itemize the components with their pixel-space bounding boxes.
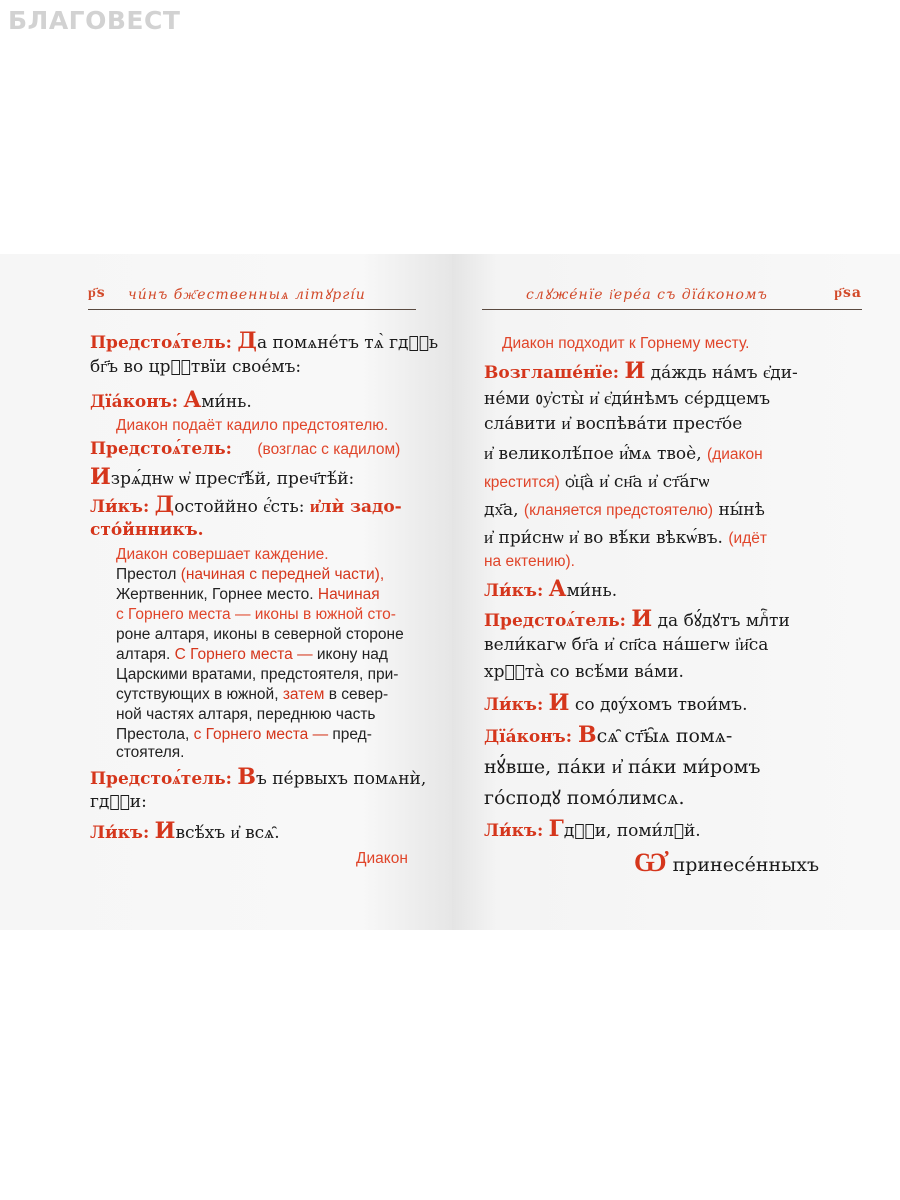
- rubric-line: Жертвенник, Горнее место. Начиная: [116, 586, 380, 603]
- text-line: не́ми ᲂу҆сты̀ и҆ є҆ди́нѣмъ се́рдцемъ: [484, 389, 771, 409]
- right-page-number: р҃ѕа: [834, 285, 862, 301]
- text-line: хрⷭ҇та̀ со всѣ́ми ва́ми.: [484, 662, 684, 682]
- text-line: Ли́къ: Гдⷭ҇и, поми́лꙋй.: [484, 816, 701, 842]
- book-spread: [0, 254, 900, 930]
- text-line: дх҃а, (кланяется предстоятелю) ны́нѣ: [484, 500, 765, 520]
- text-line: Ѡ҆ принесе́нныхъ: [634, 848, 820, 878]
- text-line: Дїа́конъ: Ами́нь.: [90, 387, 252, 413]
- text-line: Предстоѧ́тель: (возглас с кадилом): [90, 439, 401, 459]
- rubric-line: алтаря. С Горнего места — икону над: [116, 646, 388, 663]
- rubric-line: Престол (начиная с передней части),: [116, 566, 385, 583]
- text-line: Возглаше́нїе: И да́ждь на́мъ є҆ди-: [484, 358, 798, 384]
- text-line: нꙋ́вше, па́ки и҆ па́ки ми́ромъ: [484, 756, 761, 778]
- text-line: Ли́къ: Достоййно є҆́сть: и҆лѝ задо-: [90, 492, 402, 518]
- text-line: гдⷭ҇и:: [90, 792, 147, 812]
- text-line: и҆ при́снѡ и҆ во вѣ́ки вѣкѡ́въ. (идёт: [484, 528, 767, 548]
- rubric-line: на ектению).: [484, 553, 575, 570]
- rubric-line: Диакон подаёт кадило предстоятелю.: [116, 417, 389, 434]
- text-line: Предстоѧ́тель: Да помѧне́тъ тѧ̀ гдⷭ҇ь: [90, 328, 439, 354]
- left-page-header: [88, 282, 416, 310]
- text-line: сла́вити и҆ воспѣва́ти прест҃о́е: [484, 414, 743, 434]
- text-line: го́сподꙋ помо́лимсѧ.: [484, 787, 685, 809]
- text-line: Дїа́конъ: Всѧ̑ ст҃ы̑ѧ помѧ-: [484, 722, 733, 748]
- rubric-line: стоятеля.: [116, 744, 185, 761]
- left-running-title: чи́нъ бж҃ественныѧ літꙋргі́и: [128, 287, 366, 303]
- text-line: крестится) ѻ҆ц҃а̀ и҆ сн҃а и҆ ст҃а́гѡ: [484, 472, 710, 492]
- text-line: сто́йнникъ.: [90, 520, 204, 540]
- rubric-line: сутствующих в южной, затем в север-: [116, 686, 389, 703]
- text-line: Предстоѧ́тель: И да бꙋ́дꙋтъ млⷭ҇ти: [484, 606, 790, 632]
- rubric-line: Царскими вратами, предстоятеля, при-: [116, 666, 399, 683]
- text-line: Ли́къ: Ами́нь.: [484, 576, 618, 602]
- text-line: Предстоѧ́тель: Въ пе́рвыхъ помѧнѝ,: [90, 764, 427, 790]
- rubric-line: Престола, с Горнего места — пред-: [116, 726, 372, 743]
- rubric-line: ной частях алтаря, переднюю часть: [116, 706, 376, 723]
- rubric-line: Диакон: [356, 850, 408, 867]
- text-line: Изрѧ́днѡ ѡ҆ прест҃ѣ́й, преч҃тѣ́й:: [90, 464, 355, 490]
- right-page: [452, 254, 900, 930]
- rubric-line: Диакон совершает каждение.: [116, 546, 329, 563]
- rubric-line: роне алтаря, иконы в северной стороне: [116, 626, 404, 643]
- text-line: и҆ великолѣ́пое и҆́мѧ твоѐ, (диакон: [484, 444, 763, 464]
- watermark-logo: БЛАГОВЕСТ: [8, 6, 181, 35]
- text-line: Ли́къ: Ивсѣ́хъ и҆ всѧ̑.: [90, 818, 280, 844]
- left-page-number: р҃ѕ: [88, 285, 106, 301]
- right-running-title: слꙋже́нїе і҆ере́а съ дїа́кономъ: [526, 287, 768, 303]
- rubric-line: Диакон подходит к Горнему месту.: [502, 335, 750, 352]
- text-line: бг҃ъ во црⷭ҇твїи свое́мъ:: [90, 357, 302, 377]
- right-page-header: [482, 282, 862, 310]
- text-line: вели́кагѡ бг҃а и҆ сп҃са на́шегѡ і҆и҃са: [484, 635, 769, 655]
- rubric-line: с Горнего места — иконы в южной сто-: [116, 606, 396, 623]
- text-line: Ли́къ: И со дᲂу́хомъ твои́мъ.: [484, 690, 748, 716]
- left-page: [0, 254, 452, 930]
